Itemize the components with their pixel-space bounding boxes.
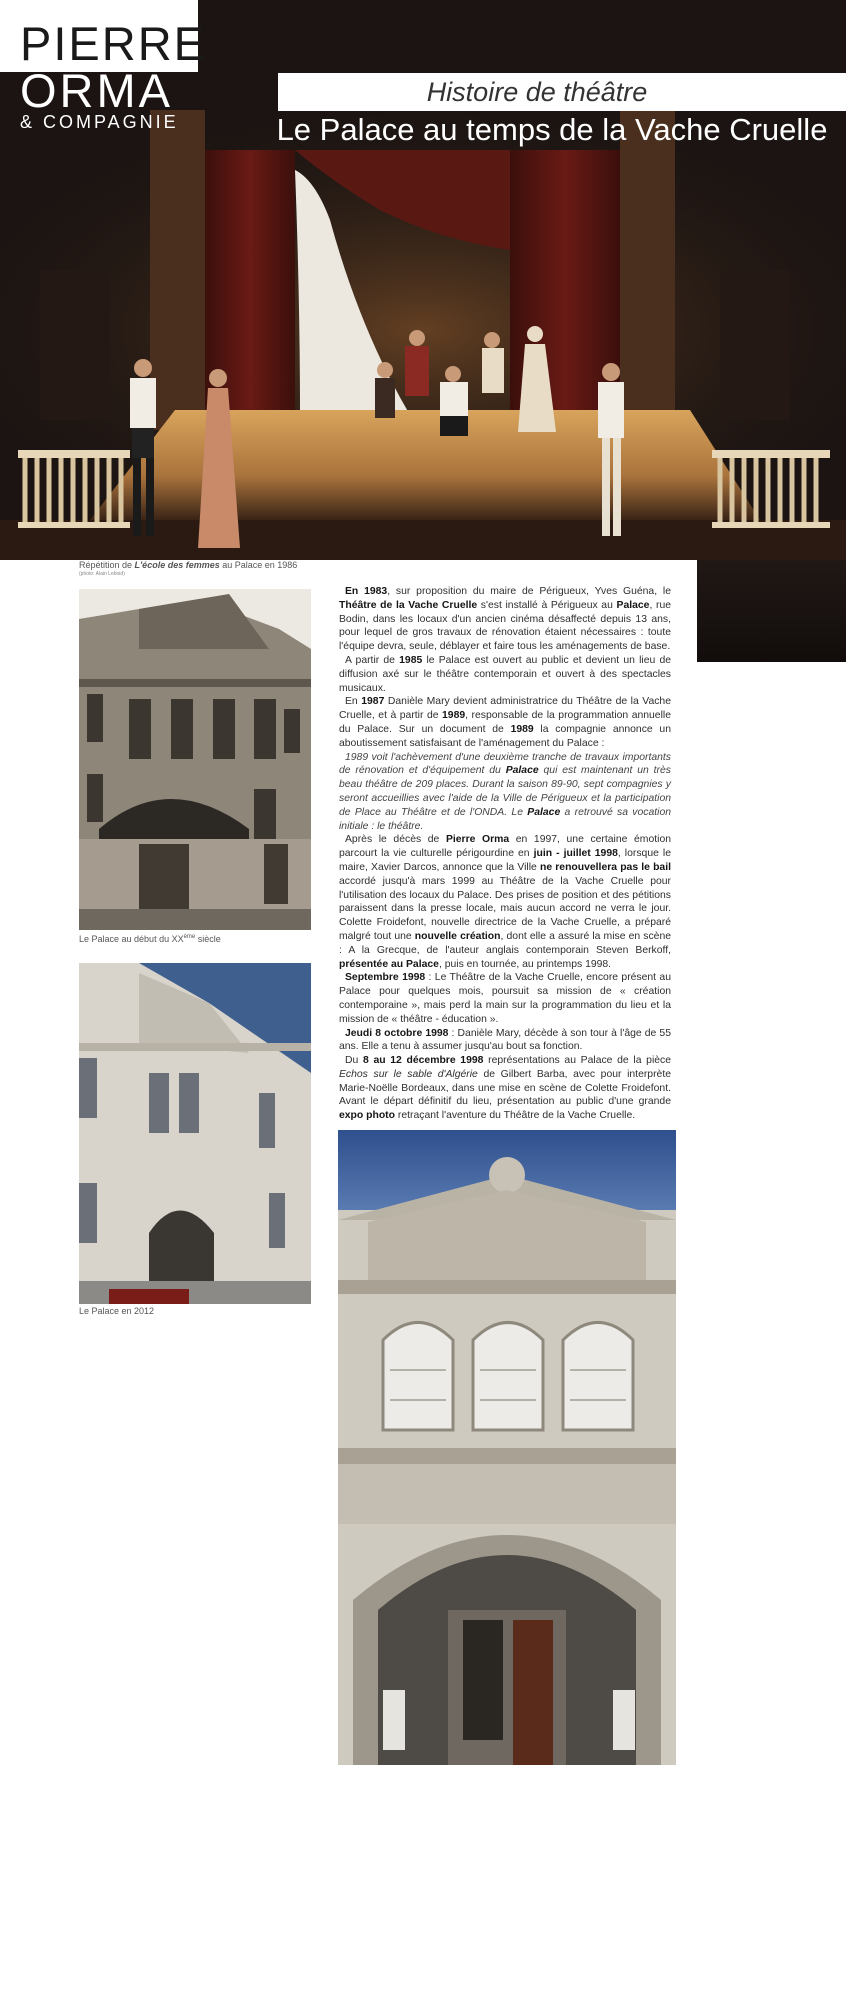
article-text-run: A partir de	[345, 654, 400, 666]
palace-2012-illustration	[79, 963, 311, 1304]
photo-1900-caption-prefix: Le Palace au début du XX	[79, 934, 184, 944]
article-text-run: Du	[345, 1055, 363, 1067]
article-text-run: Palace	[527, 806, 561, 818]
photo-1900-caption-suffix: siècle	[195, 934, 221, 944]
article-text-run: accordé jusqu'à mars 1999 au Théâtre de la Vache Cruelle pour l'utilisation des locaux du Palace. Des prises de position et des pétitions paraissent dans la presse locale, mais aucun accord ne verra le jour. Colette Froidefont, nouvelle directrice de la Vache Cruelle, a préparé malgré tout une	[339, 875, 671, 942]
article-text-run: de Gilbert Barba, avec pour interprète Marie-Noëlle Bordeaux, dans une mise en scène de Colette Froidefont. Avant le départ définitif du lieu, présentation au public d'une grande	[339, 1068, 671, 1108]
photo-palace-2012	[79, 963, 311, 1304]
article-text-run: le Palace est ouvert au public et devient un lieu de diffusion axé sur le théâtre contemporain et ouvert à des spectacles musicaux.	[339, 654, 672, 694]
article-text-run: , lorsque le maire, Xavier Darcos, annonce que la Ville	[339, 848, 672, 873]
article-text-run: en 1997, une certaine émotion parcourt la vie culturelle périgourdine en	[339, 834, 671, 860]
article-text-run: 1987	[361, 696, 385, 708]
hero-caption-prefix: Répétition de	[79, 560, 135, 570]
article-quote	[339, 751, 671, 834]
article-paragraph	[339, 833, 671, 971]
palace-old-illustration	[79, 589, 311, 930]
article-text-run: , puis en tournée, au printemps 1998.	[438, 958, 612, 970]
page-kicker: Histoire de théâtre	[426, 77, 648, 107]
photo-2012-caption: Le Palace en 2012	[79, 1306, 155, 1316]
hero-caption	[79, 560, 297, 571]
article-text-run: , rue Bodin, dans les locaux d'un ancien cinéma désaffecté depuis 13 ans, pour lequel de gros travaux de rénovation étaient nécessaires : toute l'équipe devra, seule, déblayer et faire tous les aménagements de base.	[339, 599, 671, 653]
article-text-run: Palace	[616, 599, 650, 611]
article-text-run: Après le décès de	[345, 834, 446, 846]
article-text-run: : Le Théâtre de la Vache Cruelle, encore présent au Palace pour quelques mois, poursuit sa mission de « création contemporaine », mais perd la main sur la programmation du lieu et la mission de « théâtre - éducation ».	[339, 972, 671, 1025]
page-title: Le Palace au temps de la Vache Cruelle	[276, 112, 828, 147]
article-text-run: En 1983	[345, 586, 388, 597]
article-paragraph	[339, 1027, 671, 1055]
article-text-run: Pierre Orma	[445, 834, 510, 846]
article-text-run: a retrouvé sa vocation initiale : le théâtre.	[339, 806, 671, 832]
article-text-run: ne renouvellera pas le bail	[539, 861, 671, 873]
article-text-run: représentations au Palace de la pièce	[483, 1055, 672, 1067]
hero-caption-suffix: au Palace en 1986	[219, 560, 298, 570]
article-paragraph	[339, 654, 671, 695]
article-text-run: , dont elle a assuré la mise en scène : A la Grecque, de l'auteur anglais contemporain Steven Berkoff,	[339, 930, 672, 956]
article-text-run: Théâtre de la Vache Cruelle	[339, 599, 478, 611]
hero-stage-photo	[0, 0, 846, 560]
article-text-run: Danièle Mary devient administratrice du Théâtre de la Vache Cruelle, et à partir de	[339, 696, 671, 722]
article-text-run: présentée au Palace	[339, 958, 439, 970]
article-text-run: Jeudi 8 octobre 1998	[345, 1027, 449, 1039]
article-paragraph	[339, 971, 671, 1026]
logo-text-pierre: PIERRE	[20, 17, 207, 70]
hero-dark-extension	[697, 560, 846, 662]
article-text-run: 1989 voit l'achèvement d'une deuxième tranche de travaux importants de rénovation et d'équipement du	[339, 751, 671, 777]
article-text-run: 8 au 12 décembre 1998	[362, 1055, 484, 1067]
article-text-run: juin - juillet 1998	[533, 848, 618, 860]
article-text-run: qui est maintenant un très beau théâtre de 209 places. Durant la saison 89-90, sept compagnies y seront accueillies avec l'aide de la Ville de Périgueux et la participation de Place au Théâtre et de l'ONDA. Le	[339, 765, 671, 818]
article-text-run: En	[345, 696, 362, 708]
logo-text-orma: ORMA	[20, 64, 173, 117]
hero-photo-credit: (photo: Alain Leboid)	[79, 571, 125, 577]
logo-text-compagnie: & COMPAGNIE	[20, 112, 179, 132]
photo-1900-caption-sup: ème	[183, 934, 196, 940]
article-text-run: : Danièle Mary, décède à son tour à l'âge de 55 ans. Elle a tenu à assumer jusqu'au bout sa fonction.	[339, 1027, 671, 1053]
hero-caption-play: L'école des femmes	[134, 560, 220, 570]
article-paragraph	[339, 695, 671, 750]
photo-palace-1900	[79, 589, 311, 930]
article-text-run: retraçant l'aventure du Théâtre de la Vache Cruelle.	[395, 1110, 636, 1122]
photo-1900-caption	[79, 932, 221, 945]
photo-palace-facade	[338, 1130, 676, 1765]
article-text-run: Palace	[505, 765, 539, 777]
article-text-run: 1989	[442, 710, 466, 722]
article-text-run: nouvelle création	[414, 930, 501, 942]
article-text-run: s'est installé à Périgueux au	[477, 599, 617, 611]
article-text-run: , responsable de la programmation annuelle du Palace. Sur un document de	[339, 710, 671, 735]
article-text-run: Septembre 1998	[345, 972, 426, 984]
article-text-run: 1985	[399, 654, 423, 666]
article-text-run: expo photo	[339, 1110, 395, 1122]
article-text-run: 1989	[510, 723, 534, 735]
article-body	[339, 585, 671, 1123]
article-text-run: , sur proposition du maire de Périgueux, Yves Guéna, le	[387, 586, 672, 597]
article-text-run: la compagnie annonce un aboutissement satisfaisant de l'aménagement du Palace :	[339, 723, 671, 749]
article-paragraph	[339, 585, 671, 654]
facade-illustration	[338, 1130, 676, 1765]
article-text-run: Echos sur le sable d'Algérie	[339, 1068, 478, 1080]
article-paragraph	[339, 1054, 671, 1123]
